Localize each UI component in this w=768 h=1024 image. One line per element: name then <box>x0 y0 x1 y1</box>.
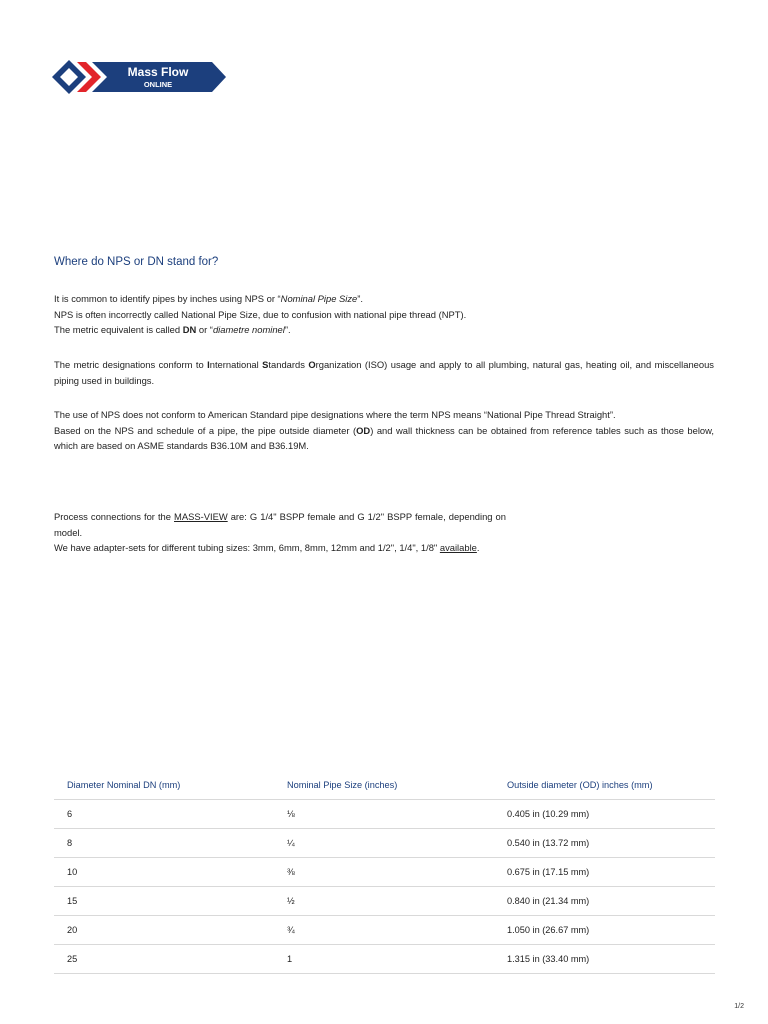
logo-graphic <box>52 60 230 94</box>
section-heading: Where do NPS or DN stand for? <box>54 256 219 268</box>
cell-od: 0.840 in (21.34 mm) <box>494 887 715 916</box>
intro-paragraph <box>54 291 714 338</box>
cell-od: 0.540 in (13.72 mm) <box>494 829 715 858</box>
table-row <box>54 916 715 945</box>
cell-nps: ⅜ <box>274 858 494 887</box>
table-row <box>54 800 715 829</box>
column-header-od: Outside diameter (OD) inches (mm) <box>494 770 715 800</box>
p1-line-2: NPS is often incorrectly called National Pipe Size, due to confusion with national pipe thread (NPT). <box>54 308 467 320</box>
table-row <box>54 829 715 858</box>
cell-od: 0.405 in (10.29 mm) <box>494 800 715 829</box>
cell-nps: ⅛ <box>274 800 494 829</box>
cell-nps: ¾ <box>274 916 494 945</box>
column-header-nps: Nominal Pipe Size (inches) <box>274 770 494 800</box>
cell-dn: 10 <box>54 858 274 887</box>
iso-paragraph: The metric designations conform to International Standards Organization (ISO) usage and apply to all plumbing, natural gas, heating oil, and miscellaneous piping used in buildings. <box>54 359 714 386</box>
p3-line-2: Based on the NPS and schedule of a pipe, the pipe outside diameter (OD) and wall thickness can be obtained from reference tables such as those below, which are based on ASME standards B36.10M and B36.19M. <box>54 424 714 451</box>
pipe-size-table <box>54 770 715 974</box>
table-row <box>54 945 715 974</box>
table-row <box>54 887 715 916</box>
mass-view-link[interactable]: MASS-VIEW <box>174 511 228 522</box>
available-link[interactable]: available <box>439 542 477 553</box>
cell-nps: ¼ <box>274 829 494 858</box>
process-connections-paragraph <box>54 509 506 556</box>
p3-line-1: The use of NPS does not conform to American Standard pipe designations where the term NPS means “National Pipe Thread Straight”. <box>54 409 616 420</box>
logo-sub: ONLINE <box>143 80 173 89</box>
p1-line-1: It is common to identify pipes by inches using NPS or “Nominal Pipe Size”. <box>54 293 364 304</box>
nps-standard-paragraph <box>54 407 714 454</box>
table-header-row <box>54 770 715 800</box>
p1-line-3: The metric equivalent is called DN or “diametre nominel”. <box>54 324 291 335</box>
cell-od: 1.050 in (26.67 mm) <box>494 916 715 945</box>
column-header-dn: Diameter Nominal DN (mm) <box>54 770 274 800</box>
cell-dn: 20 <box>54 916 274 945</box>
cell-dn: 15 <box>54 887 274 916</box>
cell-od: 0.675 in (17.15 mm) <box>494 858 715 887</box>
mass-flow-logo[interactable] <box>52 60 230 94</box>
p4-line-2: We have adapter-sets for different tubing sizes: 3mm, 6mm, 8mm, 12mm and 1/2", 1/4", 1/8" available. <box>54 542 480 553</box>
cell-nps: ½ <box>274 887 494 916</box>
p4-line-1: Process connections for the MASS-VIEW are: G 1/4" BSPP female and G 1/2" BSPP female, depending on model. <box>54 511 506 538</box>
page-number: 1/2 <box>734 1003 744 1010</box>
table-row <box>54 858 715 887</box>
cell-od: 1.315 in (33.40 mm) <box>494 945 715 974</box>
logo-name: Mass Flow <box>127 65 189 79</box>
cell-dn: 25 <box>54 945 274 974</box>
cell-nps: 1 <box>274 945 494 974</box>
cell-dn: 8 <box>54 829 274 858</box>
cell-dn: 6 <box>54 800 274 829</box>
